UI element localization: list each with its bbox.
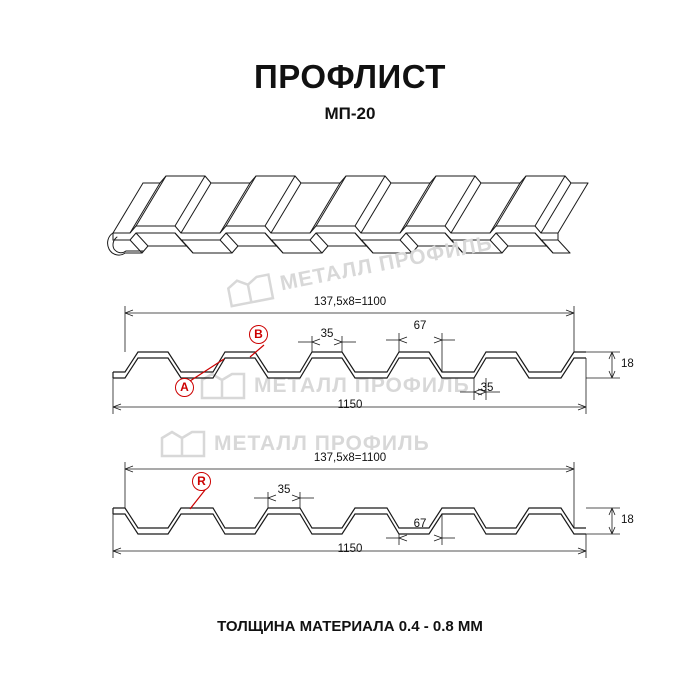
dim-pitch-bottom: 137,5х8=1100 — [313, 452, 387, 464]
callout-r: R — [192, 472, 211, 491]
callout-b: B — [249, 325, 268, 344]
dim-pitch-top: 137,5х8=1100 — [313, 296, 387, 308]
dim-rib-top-upper: 35 — [320, 328, 334, 340]
page-subtitle: МП-20 — [324, 104, 376, 123]
watermark-text: МЕТАЛЛ ПРОФИЛЬ — [254, 374, 470, 397]
dim-rib-bottom: 35 — [277, 484, 291, 496]
page-title: ПРОФЛИСТ — [254, 58, 446, 95]
dim-flat-top: 67 — [413, 320, 427, 332]
dim-height-bottom: 18 — [621, 514, 634, 526]
dim-height-top: 18 — [621, 358, 634, 370]
dim-flat-bottom: 67 — [413, 518, 427, 530]
watermark-text: МЕТАЛЛ ПРОФИЛЬ — [278, 231, 495, 296]
dim-rib-top-lower: 35 — [480, 382, 494, 394]
watermark-text: МЕТАЛЛ ПРОФИЛЬ — [214, 432, 430, 455]
dim-overall-bottom: 1150 — [337, 543, 363, 555]
callout-a: A — [175, 378, 194, 397]
dim-overall-top: 1150 — [337, 399, 363, 411]
material-thickness-note: ТОЛЩИНА МАТЕРИАЛА 0.4 - 0.8 ММ — [217, 618, 483, 635]
